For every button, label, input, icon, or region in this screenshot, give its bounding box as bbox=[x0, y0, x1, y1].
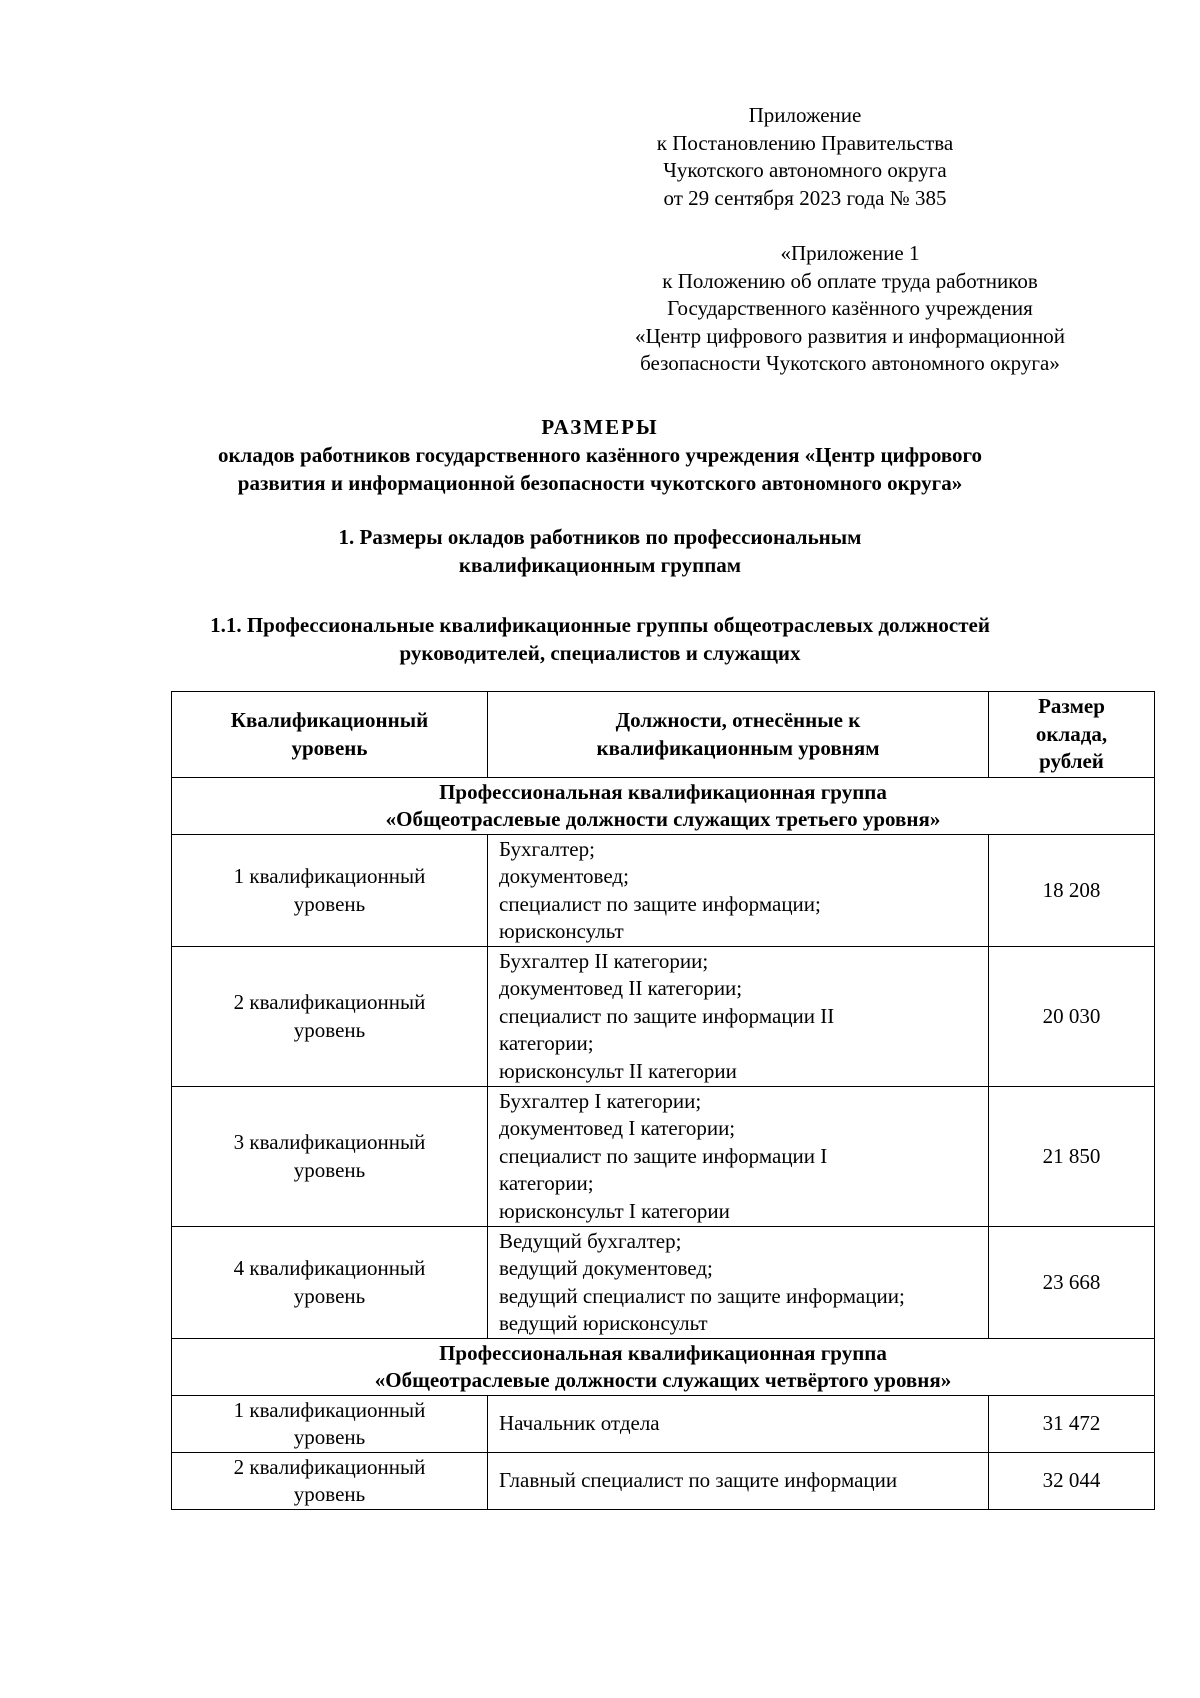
table-header-row bbox=[172, 692, 1155, 778]
header-positions: Должности, отнесённые к квалификационным уровням bbox=[488, 692, 989, 778]
document-subtitle bbox=[0, 442, 1200, 497]
header-size: Размер оклада, рублей bbox=[989, 692, 1155, 778]
salary-cell: 18 208 bbox=[989, 835, 1155, 947]
salary-cell: 21 850 bbox=[989, 1087, 1155, 1227]
table-row bbox=[172, 1227, 1155, 1339]
table-row bbox=[172, 1396, 1155, 1453]
table-row bbox=[172, 1087, 1155, 1227]
level-cell: 2 квалификационный уровень bbox=[172, 947, 488, 1087]
salary-cell: 31 472 bbox=[989, 1396, 1155, 1453]
positions-cell: Главный специалист по защите информации bbox=[488, 1453, 989, 1510]
section-1-1-line: руководителей, специалистов и служащих bbox=[399, 640, 801, 665]
appendix-1-line: Государственного казённого учреждения bbox=[667, 296, 1033, 320]
salary-cell: 20 030 bbox=[989, 947, 1155, 1087]
level-cell: 2 квалификационный уровень bbox=[172, 1453, 488, 1510]
table-row bbox=[172, 947, 1155, 1087]
appendix-reference bbox=[640, 102, 970, 212]
section-1-1-heading bbox=[0, 612, 1200, 667]
appendix-line: к Постановлению Правительства bbox=[656, 130, 954, 155]
table-row bbox=[172, 835, 1155, 947]
appendix-1-line: к Положению об оплате труда работников bbox=[662, 268, 1038, 293]
table-row bbox=[172, 1453, 1155, 1510]
positions-cell: Бухгалтер; документовед; специалист по защите информации; юрисконсульт bbox=[488, 835, 989, 947]
positions-cell: Бухгалтер I категории; документовед I категории; специалист по защите информации I категории; юрисконсульт I категории bbox=[488, 1087, 989, 1227]
positions-cell: Бухгалтер II категории; документовед II категории; специалист по защите информации II категории; юрисконсульт II категории bbox=[488, 947, 989, 1087]
appendix-1-line: безопасности Чукотского автономного округа» bbox=[640, 351, 1060, 375]
level-cell: 3 квалификационный уровень bbox=[172, 1087, 488, 1227]
group-title: Профессиональная квалификационная группа «Общеотраслевые должности служащих третьего уровня» bbox=[172, 778, 1155, 835]
group-title: Профессиональная квалификационная группа «Общеотраслевые должности служащих четвёртого уровня» bbox=[172, 1339, 1155, 1396]
appendix-1-reference bbox=[600, 240, 1100, 378]
subtitle-line: развития и информационной безопасности чукотского автономного округа» bbox=[237, 470, 963, 495]
level-cell: 1 квалификационный уровень bbox=[172, 1396, 488, 1453]
appendix-1-line: «Центр цифрового развития и информационной bbox=[634, 323, 1066, 348]
appendix-line: Приложение bbox=[748, 103, 862, 127]
group-title-row bbox=[172, 1339, 1155, 1396]
section-1-1-line: 1.1. Профессиональные квалификационные группы общеотраслевых должностей bbox=[210, 613, 990, 637]
salary-cell: 23 668 bbox=[989, 1227, 1155, 1339]
header-level: Квалификационный уровень bbox=[172, 692, 488, 778]
subtitle-line: окладов работников государственного казённого учреждения «Центр цифрового bbox=[217, 443, 983, 467]
level-cell: 1 квалификационный уровень bbox=[172, 835, 488, 947]
section-1-heading bbox=[0, 524, 1200, 579]
section-1-line: квалификационным группам bbox=[458, 552, 742, 577]
salary-cell: 32 044 bbox=[989, 1453, 1155, 1510]
appendix-1-line: «Приложение 1 bbox=[780, 241, 920, 265]
positions-cell: Начальник отдела bbox=[488, 1396, 989, 1453]
level-cell: 4 квалификационный уровень bbox=[172, 1227, 488, 1339]
section-1-line: 1. Размеры окладов работников по профессиональным bbox=[338, 525, 862, 549]
salary-table bbox=[171, 691, 1155, 1510]
appendix-line: Чукотского автономного округа bbox=[663, 158, 947, 182]
positions-cell: Ведущий бухгалтер; ведущий документовед; ведущий специалист по защите информации; ведущий юрисконсульт bbox=[488, 1227, 989, 1339]
group-title-row bbox=[172, 778, 1155, 835]
appendix-line: от 29 сентября 2023 года № 385 bbox=[663, 185, 947, 210]
document-heading: РАЗМЕРЫ bbox=[541, 415, 659, 439]
